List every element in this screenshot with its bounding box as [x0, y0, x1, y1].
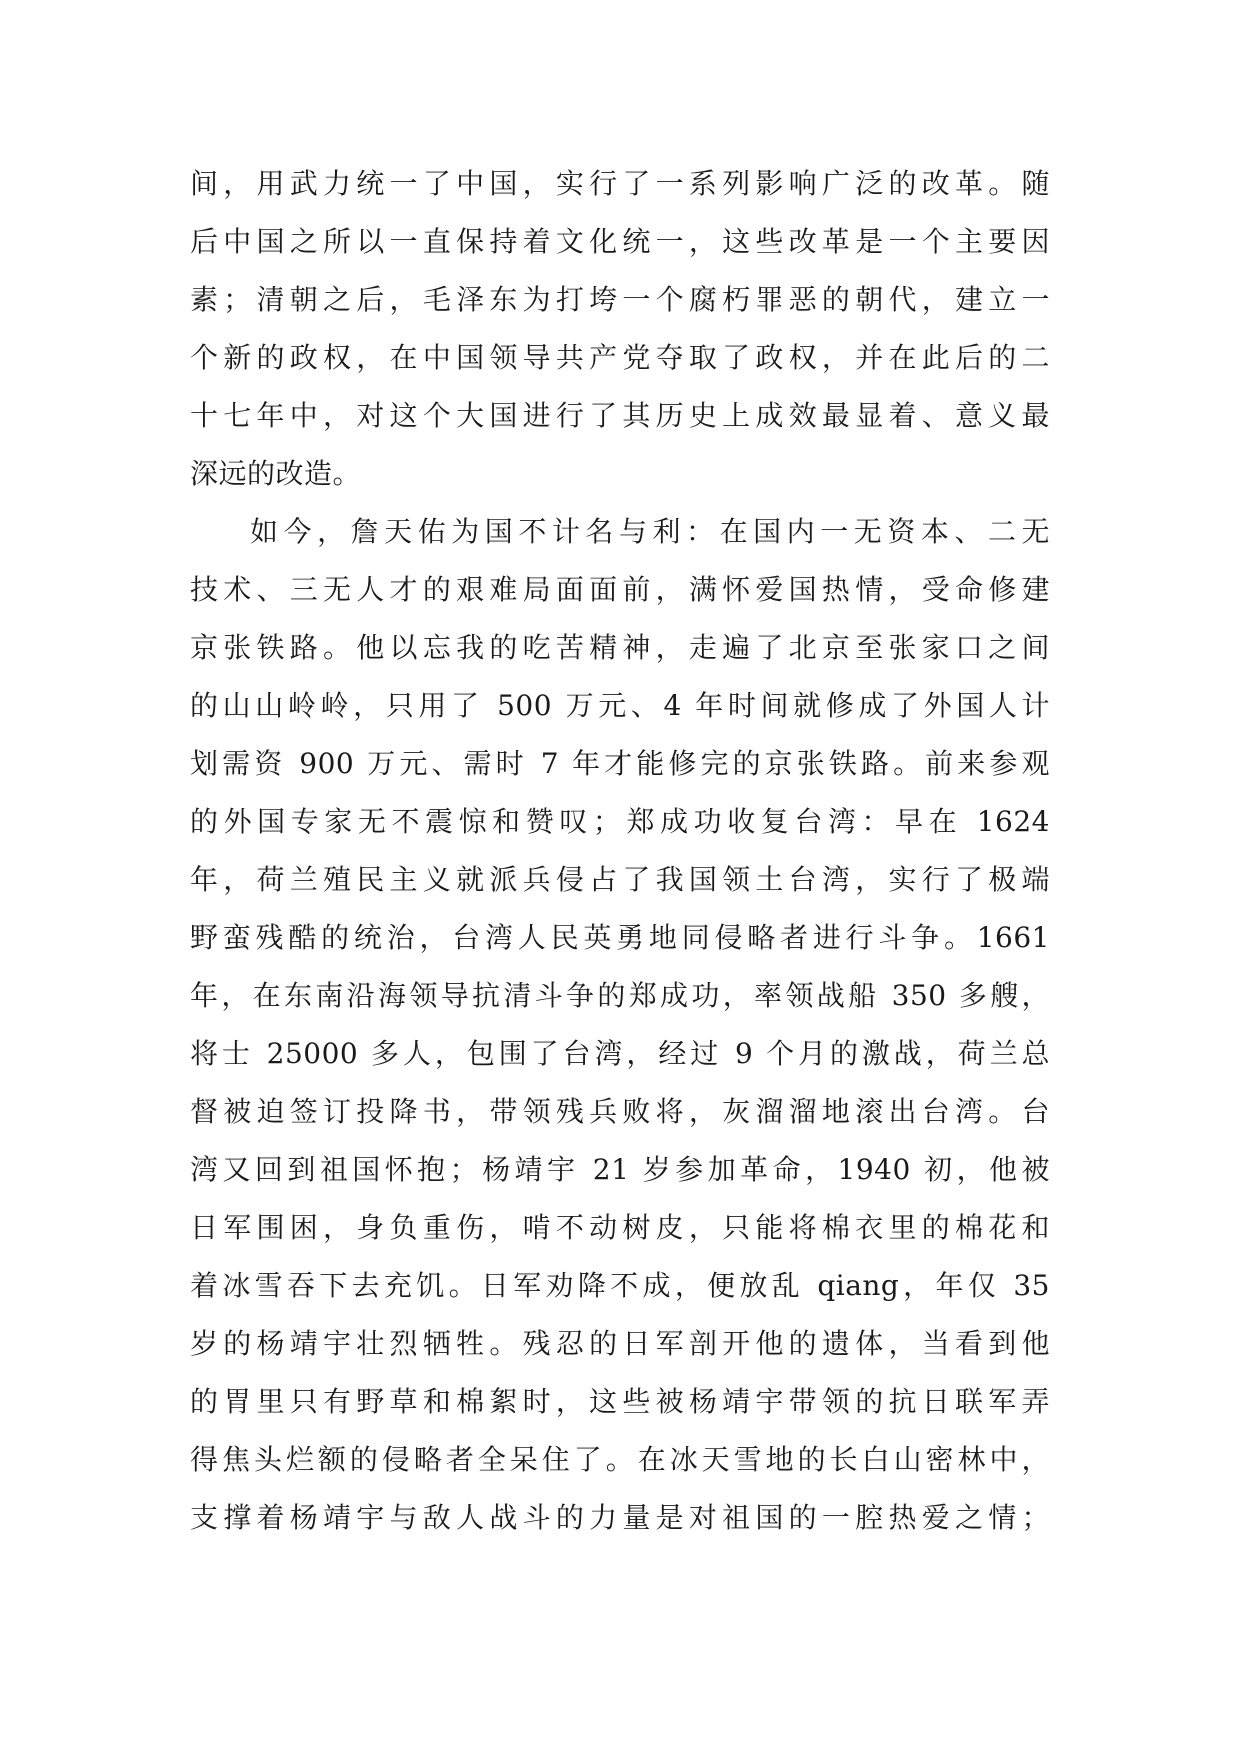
text-line: 后中国之所以一直保持着文化统一，这些改革是一个主要因: [190, 225, 1050, 258]
text-line: 十七年中，对这个大国进行了其历史上成效最显着、意义最: [190, 399, 1050, 432]
paragraph-1: [190, 155, 1050, 503]
text-line: 将士 25000 多人，包围了台湾，经过 9 个月的激战，荷兰总: [190, 1037, 1050, 1070]
text-line: 间，用武力统一了中国，实行了一系列影响广泛的改革。随: [190, 167, 1050, 200]
text-line: 京张铁路。他以忘我的吃苦精神，走遍了北京至张家口之间: [190, 631, 1050, 664]
text-line: 岁的杨靖宇壮烈牺牲。残忍的日军剖开他的遗体，当看到他: [190, 1327, 1050, 1360]
text-line: 督被迫签订投降书，带领残兵败将，灰溜溜地滚出台湾。台: [190, 1095, 1050, 1128]
text-line: 年，荷兰殖民主义就派兵侵占了我国领土台湾，实行了极端: [190, 863, 1050, 896]
text-line: 深远的改造。: [190, 457, 362, 490]
body-text: [190, 155, 1050, 1547]
text-line: 得焦头烂额的侵略者全呆住了。在冰天雪地的长白山密林中，: [190, 1443, 1050, 1476]
text-line: 个新的政权，在中国领导共产党夺取了政权，并在此后的二: [190, 341, 1050, 374]
text-line: 如今，詹天佑为国不计名与利：在国内一无资本、二无: [250, 515, 1050, 548]
text-line: 技术、三无人才的艰难局面面前，满怀爱国热情，受命修建: [190, 573, 1050, 606]
text-line: 的胃里只有野草和棉絮时，这些被杨靖宇带领的抗日联军弄: [190, 1385, 1050, 1418]
text-line: 的山山岭岭，只用了 500 万元、4 年时间就修成了外国人计: [190, 689, 1050, 722]
text-line: 的外国专家无不震惊和赞叹；郑成功收复台湾：早在 1624: [190, 805, 1050, 838]
paragraph-2: [190, 503, 1050, 1547]
text-line: 素；清朝之后，毛泽东为打垮一个腐朽罪恶的朝代，建立一: [190, 283, 1050, 316]
text-line: 湾又回到祖国怀抱；杨靖宇 21 岁参加革命，1940 初，他被: [190, 1153, 1050, 1186]
text-line: 支撑着杨靖宇与敌人战斗的力量是对祖国的一腔热爱之情；: [190, 1501, 1050, 1534]
text-line: 划需资 900 万元、需时 7 年才能修完的京张铁路。前来参观: [190, 747, 1050, 780]
text-line: 野蛮残酷的统治，台湾人民英勇地同侵略者进行斗争。1661: [190, 921, 1050, 954]
text-line: 年，在东南沿海领导抗清斗争的郑成功，率领战船 350 多艘，: [190, 979, 1050, 1012]
text-line: 着冰雪吞下去充饥。日军劝降不成，便放乱 qiang，年仅 35: [190, 1269, 1050, 1302]
text-line: 日军围困，身负重伤，啃不动树皮，只能将棉衣里的棉花和: [190, 1211, 1050, 1244]
